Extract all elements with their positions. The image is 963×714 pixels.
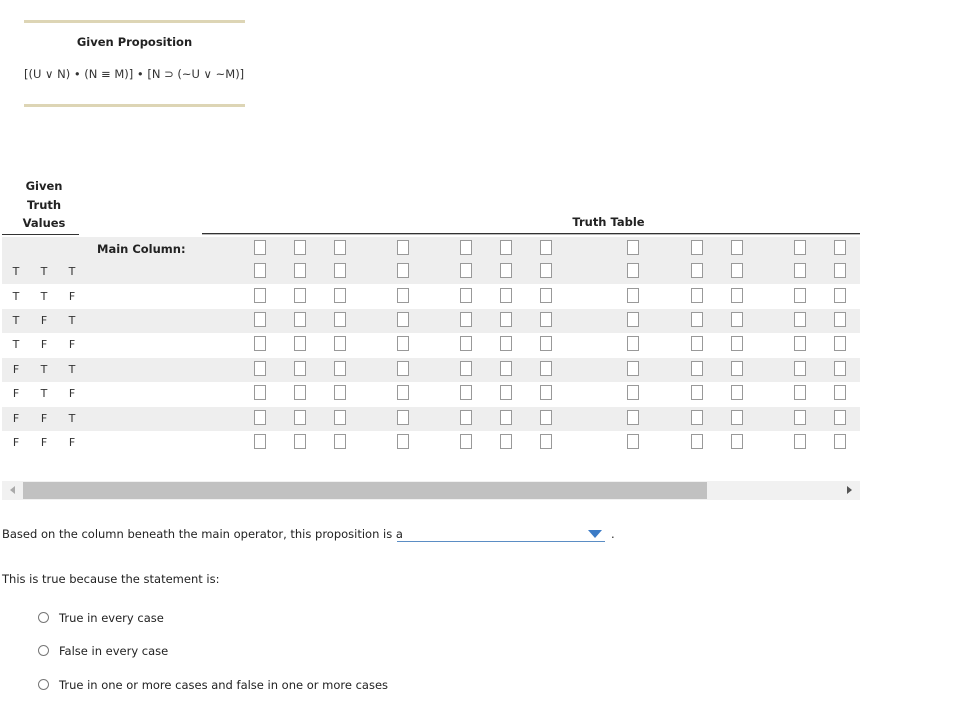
truth-input-box[interactable] [460,434,472,449]
table-row [2,260,860,284]
truth-value: F [68,387,76,400]
truth-input-box[interactable] [627,312,639,327]
option-label[interactable]: True in every case [59,611,164,625]
truth-value: F [12,412,20,425]
truth-input-box[interactable] [397,240,409,255]
truth-input-box[interactable] [627,336,639,351]
truth-input-box[interactable] [460,361,472,376]
main-column-row [2,237,860,261]
truth-input-box[interactable] [460,336,472,351]
truth-input-box[interactable] [691,312,703,327]
given-proposition-title: Given Proposition [76,35,193,49]
option-label[interactable]: True in one or more cases and false in one or more cases [59,678,389,692]
truth-input-box[interactable] [294,385,306,400]
truth-input-box[interactable] [294,240,306,255]
truth-input-box[interactable] [627,385,639,400]
bottom-rule [24,104,245,107]
gtv-divider [2,234,79,235]
table-row [2,285,860,309]
truth-input-box[interactable] [691,288,703,303]
truth-input-box[interactable] [794,336,806,351]
truth-input-box[interactable] [834,434,846,449]
truth-value: F [40,338,48,351]
truth-input-box[interactable] [540,385,552,400]
truth-table-divider [202,233,860,235]
truth-input-box[interactable] [794,240,806,255]
truth-value: T [12,338,20,351]
truth-input-box[interactable] [540,263,552,278]
truth-input-box[interactable] [294,263,306,278]
truth-input-box[interactable] [334,410,346,425]
truth-input-box[interactable] [254,263,266,278]
truth-input-box[interactable] [794,361,806,376]
truth-value: T [68,265,76,278]
truth-input-box[interactable] [794,385,806,400]
truth-input-box[interactable] [254,434,266,449]
radio-button[interactable] [38,645,49,656]
truth-value: T [12,290,20,303]
table-row [2,333,860,357]
table-row [2,309,860,333]
truth-input-box[interactable] [794,288,806,303]
truth-input-box[interactable] [460,240,472,255]
truth-value: T [68,314,76,327]
truth-input-box[interactable] [500,312,512,327]
truth-input-box[interactable] [834,312,846,327]
truth-input-box[interactable] [294,336,306,351]
truth-value: F [40,412,48,425]
truth-input-box[interactable] [794,263,806,278]
truth-input-box[interactable] [691,336,703,351]
truth-input-box[interactable] [540,240,552,255]
truth-value: F [68,290,76,303]
truth-input-box[interactable] [834,361,846,376]
truth-input-box[interactable] [731,336,743,351]
truth-input-box[interactable] [397,336,409,351]
gtv-title-line: Given [25,179,63,193]
truth-input-box[interactable] [397,434,409,449]
truth-value: T [68,363,76,376]
truth-input-box[interactable] [254,288,266,303]
truth-input-box[interactable] [794,434,806,449]
truth-input-box[interactable] [500,385,512,400]
truth-input-box[interactable] [834,288,846,303]
gtv-title-line: Truth [26,197,62,212]
truth-value: T [68,412,76,425]
truth-input-box[interactable] [460,312,472,327]
truth-input-box[interactable] [500,410,512,425]
truth-value: F [68,436,76,449]
question-main-operator: Based on the column beneath the main operator, this proposition is a [2,527,403,541]
truth-input-box[interactable] [397,385,409,400]
truth-input-box[interactable] [334,336,346,351]
sentence-period: . [611,527,615,541]
truth-input-box[interactable] [294,312,306,327]
truth-input-box[interactable] [834,410,846,425]
radio-button[interactable] [38,612,49,623]
truth-input-box[interactable] [627,434,639,449]
truth-input-box[interactable] [460,288,472,303]
truth-input-box[interactable] [731,312,743,327]
truth-input-box[interactable] [334,434,346,449]
truth-input-box[interactable] [460,385,472,400]
truth-input-box[interactable] [254,385,266,400]
given-truth-values-heading [8,177,80,233]
truth-value: F [12,436,20,449]
truth-input-box[interactable] [294,410,306,425]
horizontal-scrollbar[interactable] [2,481,860,500]
truth-input-box[interactable] [397,263,409,278]
scrollbar-thumb[interactable] [23,482,707,499]
table-row [2,382,860,406]
truth-input-box[interactable] [834,263,846,278]
truth-input-box[interactable] [691,385,703,400]
truth-value: F [68,338,76,351]
truth-value: T [40,265,48,278]
truth-input-box[interactable] [731,263,743,278]
truth-input-box[interactable] [834,385,846,400]
proposition-type-dropdown[interactable] [397,526,605,542]
chevron-down-icon[interactable] [588,530,602,538]
truth-input-box[interactable] [691,361,703,376]
truth-value: F [12,387,20,400]
truth-value: T [40,363,48,376]
truth-input-box[interactable] [794,410,806,425]
truth-input-box[interactable] [254,336,266,351]
truth-input-box[interactable] [500,361,512,376]
given-proposition-text: [(U ∨ N) • (N ≡ M)] • [N ⊃ (~U ∨ ~M)] [24,67,245,81]
truth-input-box[interactable] [397,312,409,327]
truth-input-box[interactable] [834,240,846,255]
truth-input-box[interactable] [294,288,306,303]
truth-input-box[interactable] [540,434,552,449]
truth-input-box[interactable] [691,240,703,255]
truth-input-box[interactable] [294,361,306,376]
truth-input-box[interactable] [334,288,346,303]
truth-input-box[interactable] [397,288,409,303]
truth-input-box[interactable] [731,288,743,303]
table-row [2,407,860,431]
top-rule [24,20,245,23]
truth-value: T [40,387,48,400]
truth-input-box[interactable] [691,434,703,449]
truth-input-box[interactable] [540,336,552,351]
truth-input-box[interactable] [334,312,346,327]
truth-input-box[interactable] [500,288,512,303]
truth-input-box[interactable] [540,361,552,376]
radio-button[interactable] [38,679,49,690]
truth-input-box[interactable] [500,240,512,255]
truth-input-box[interactable] [500,336,512,351]
truth-input-box[interactable] [500,263,512,278]
truth-value: F [40,436,48,449]
truth-input-box[interactable] [254,312,266,327]
gtv-title-line: Values [22,216,66,230]
truth-input-box[interactable] [627,410,639,425]
truth-input-box[interactable] [460,263,472,278]
truth-input-box[interactable] [731,385,743,400]
truth-input-box[interactable] [397,361,409,376]
truth-value: T [40,290,48,303]
truth-value: T [12,314,20,327]
main-column-label: Main Column: [97,242,186,256]
truth-input-box[interactable] [627,263,639,278]
truth-input-box[interactable] [731,410,743,425]
truth-table [2,237,860,481]
truth-input-box[interactable] [254,410,266,425]
given-proposition-panel [24,20,245,107]
truth-value: F [12,363,20,376]
truth-input-box[interactable] [627,361,639,376]
truth-input-box[interactable] [691,263,703,278]
truth-input-box[interactable] [397,410,409,425]
truth-input-box[interactable] [627,240,639,255]
scroll-right-icon[interactable] [847,486,852,494]
truth-input-box[interactable] [334,361,346,376]
truth-input-box[interactable] [540,410,552,425]
truth-value: F [40,314,48,327]
truth-table-title: Truth Table [572,215,645,229]
truth-input-box[interactable] [500,434,512,449]
table-row [2,431,860,455]
truth-value: T [12,265,20,278]
truth-input-box[interactable] [294,434,306,449]
truth-input-box[interactable] [334,263,346,278]
truth-input-box[interactable] [540,288,552,303]
truth-input-box[interactable] [834,336,846,351]
truth-input-box[interactable] [254,240,266,255]
truth-input-box[interactable] [627,288,639,303]
truth-input-box[interactable] [794,312,806,327]
truth-input-box[interactable] [460,410,472,425]
truth-input-box[interactable] [731,361,743,376]
truth-input-box[interactable] [731,240,743,255]
truth-input-box[interactable] [334,240,346,255]
truth-input-box[interactable] [254,361,266,376]
truth-input-box[interactable] [334,385,346,400]
question-reason: This is true because the statement is: [2,572,220,586]
truth-input-box[interactable] [731,434,743,449]
option-label[interactable]: False in every case [59,644,169,658]
truth-input-box[interactable] [691,410,703,425]
table-row [2,358,860,382]
truth-input-box[interactable] [540,312,552,327]
scroll-left-icon[interactable] [10,486,15,494]
